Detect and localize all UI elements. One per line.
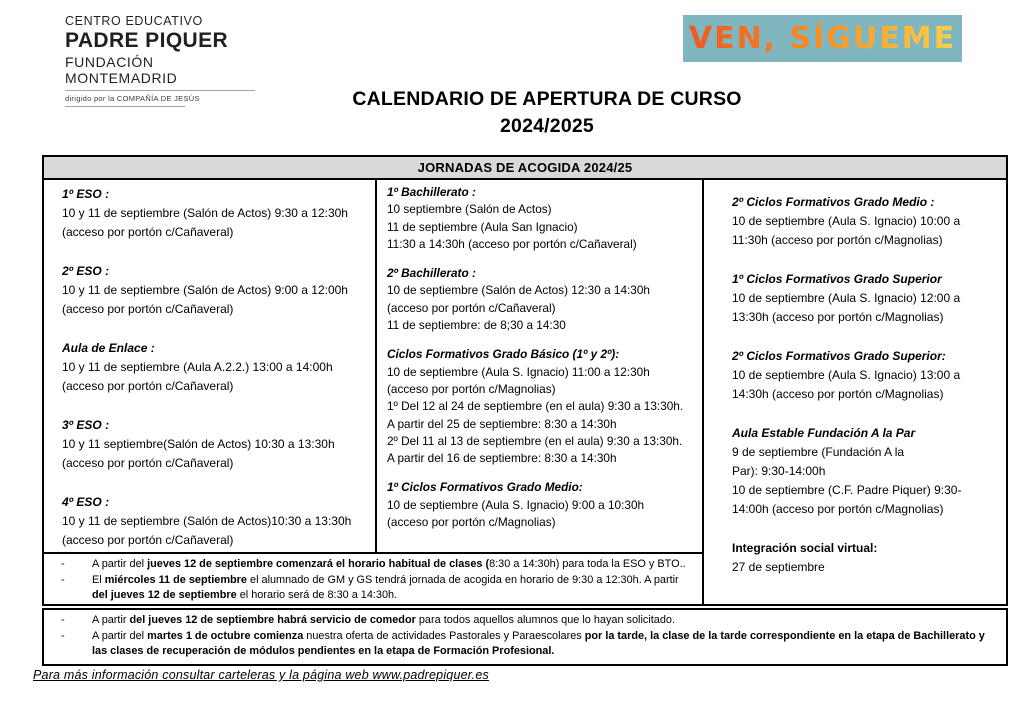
- block-heading: 1º Ciclos Formativos Grado Superior: [732, 272, 942, 286]
- block-lines: [62, 281, 369, 319]
- block-lines: [732, 558, 970, 577]
- schedule-block: [62, 416, 369, 473]
- block-line: 11 de septiembre: de 8;30 a 14:30: [387, 318, 566, 333]
- block-line: 10 septiembre (Salón de Actos): [387, 202, 552, 217]
- schedule-block: [62, 339, 369, 396]
- schedule-block: [732, 270, 970, 327]
- page-title: [86, 86, 1008, 140]
- note-text: A partir del martes 1 de octubre comienza nuestra oferta de actividades Pastorales y Paraescolares por la tarde, la clase de la tarde correspondiente en la etapa de Bachillerato y las clases de recuperación de módulos pendientes en la etapa de Formación Profesional.: [92, 629, 985, 657]
- bullet-dash: -: [61, 614, 65, 626]
- block-line: 10 de septiembre (Aula S. Ignacio) 11:00 a 12:30h: [387, 364, 650, 379]
- block-line: (acceso por portón c/Cañaveral): [62, 456, 234, 470]
- schedule-block: [387, 479, 696, 531]
- logo-line-centro-educativo: CENTRO EDUCATIVO: [65, 14, 203, 28]
- block-heading: 1º Bachillerato :: [387, 185, 476, 199]
- block-line: 10 de septiembre (Aula S. Ignacio) 10:00 a: [732, 214, 961, 228]
- block-heading: 2º Ciclos Formativos Grado Medio :: [732, 195, 935, 209]
- block-heading: 3º ESO :: [62, 418, 110, 432]
- block-line: 11:30 a 14:30h (acceso por portón c/Cañaveral): [387, 236, 637, 251]
- block-line: 27 de septiembre: [732, 560, 825, 574]
- block-line: 14:30h (acceso por portón c/Magnolias): [732, 387, 944, 401]
- block-heading: 1º Ciclos Formativos Grado Medio:: [387, 480, 583, 495]
- block-line: 13:30h (acceso por portón c/Magnolias): [732, 310, 944, 324]
- block-line: 10 y 11 de septiembre (Salón de Actos) 9:00 a 12:00h: [62, 283, 348, 297]
- footer-note: Para más información consultar carteleras y la página web www.padrepiquer.es: [33, 668, 489, 682]
- bullet-dash: -: [61, 573, 65, 586]
- block-line: 9 de septiembre (Fundación A la: [732, 445, 905, 459]
- block-line: 10 y 11 de septiembre (Aula A.2.2.) 13:00 a 14:00h: [62, 360, 333, 374]
- block-lines: [62, 358, 369, 396]
- block-heading: Aula Estable Fundación A la Par: [732, 426, 916, 440]
- schedule-block: [732, 347, 970, 404]
- block-heading: Ciclos Formativos Grado Básico (1º y 2º):: [387, 347, 620, 362]
- bullet-dash: -: [61, 629, 65, 642]
- block-line: 10 de septiembre (Aula S. Ignacio) 9:00 a 10:30h: [387, 497, 645, 512]
- schedule-table: [42, 155, 1008, 606]
- note-text: El miércoles 11 de septiembre el alumnado de GM y GS tendrá jornada de acogida en horario de 9:30 a 12:30h. A partir del jueves 12 de septiembre el horario será de 8:30 a 14:30h.: [92, 573, 679, 601]
- block-line: (acceso por portón c/Cañaveral): [62, 225, 234, 239]
- block-line: 14:00h (acceso por portón c/Magnolias): [732, 502, 944, 516]
- block-line: 2º Del 11 al 13 de septiembre (en el aula) 9:30 a 13:30h.: [387, 433, 683, 448]
- block-lines: [732, 212, 970, 250]
- page-title-line2: 2024/2025: [500, 115, 594, 137]
- schedule-block: [732, 424, 970, 519]
- block-lines: [62, 512, 369, 550]
- block-line: (acceso por portón c/Cañaveral): [387, 300, 556, 315]
- block-lines: [387, 364, 696, 468]
- block-line: (acceso por portón c/Cañaveral): [62, 302, 234, 316]
- page-title-line1: CALENDARIO DE APERTURA DE CURSO: [352, 88, 742, 110]
- schedule-block: [62, 262, 369, 319]
- campaign-banner-text: VEN, SÍGUEME: [688, 21, 957, 56]
- block-heading: Aula de Enlace :: [62, 341, 155, 355]
- notes-eso-bto: [44, 552, 702, 604]
- block-line: A partir del 25 de septiembre: 8:30 a 14:30h: [387, 416, 617, 431]
- logo-line-fundacion: FUNDACIÓN MONTEMADRID: [65, 54, 178, 86]
- block-lines: [732, 443, 970, 519]
- note-item: [44, 557, 698, 573]
- block-line: 10 de septiembre (Aula S. Ignacio) 13:00 a: [732, 368, 961, 382]
- block-line: 10 de septiembre (C.F. Padre Piquer) 9:30-: [732, 483, 962, 497]
- table-column-eso: [44, 180, 375, 552]
- table-header: JORNADAS DE ACOGIDA 2024/25: [44, 157, 1006, 180]
- block-line: Par): 9:30-14:00h: [732, 464, 826, 478]
- block-line: 10 de septiembre (Aula S. Ignacio) 12:00 a: [732, 291, 961, 305]
- block-lines: [62, 204, 369, 242]
- note-item: [44, 629, 1004, 660]
- block-lines: [732, 366, 970, 404]
- block-line: 11:30h (acceso por portón c/Magnolias): [732, 233, 943, 247]
- block-heading: 1º ESO :: [62, 187, 110, 201]
- block-line: (acceso por portón c/Magnolias): [387, 381, 556, 396]
- block-line: (acceso por portón c/Cañaveral): [62, 379, 234, 393]
- logo-line-padre-piquer: PADRE PIQUER: [65, 29, 229, 52]
- block-line: (acceso por portón c/Cañaveral): [62, 533, 234, 547]
- block-heading: 2º Ciclos Formativos Grado Superior:: [732, 349, 946, 363]
- note-text: A partir del jueves 12 de septiembre comenzará el horario habitual de clases (8:30 a 14:30h) para toda la ESO y BTO..: [92, 558, 686, 570]
- note-item: [44, 573, 698, 604]
- table-left-group: [44, 180, 702, 604]
- table-column-ciclos: [702, 180, 1006, 604]
- table-columns: [44, 180, 702, 552]
- block-lines: [62, 435, 369, 473]
- logo-tagline: dirigido por la COMPAÑÍA DE JESÚS: [65, 94, 200, 103]
- block-line: 10 de septiembre (Salón de Actos) 12:30 a 14:30h: [387, 283, 650, 298]
- block-line: 10 y 11 de septiembre (Salón de Actos) 9:30 a 12:30h: [62, 206, 348, 220]
- schedule-block: [732, 193, 970, 250]
- block-line: 1º Del 12 al 24 de septiembre (en el aula) 9:30 a 13:30h.: [387, 399, 684, 414]
- block-heading: Integración social virtual:: [732, 541, 878, 555]
- schedule-block: [387, 184, 696, 253]
- table-body: [44, 180, 1006, 604]
- note-text: A partir del jueves 12 de septiembre habrá servicio de comedor para todos aquellos alumnos que lo hayan solicitado.: [92, 614, 675, 626]
- block-line: 11 de septiembre (Aula San Ignacio): [387, 219, 578, 234]
- block-lines: [387, 282, 696, 334]
- schedule-block: [62, 185, 369, 242]
- schedule-block: [62, 493, 369, 550]
- block-lines: [387, 497, 696, 532]
- block-heading: 2º Bachillerato :: [387, 266, 476, 281]
- block-line: A partir del 16 de septiembre: 8:30 a 14:30h: [387, 451, 617, 466]
- bullet-dash: -: [61, 558, 65, 570]
- block-heading: 2º ESO :: [62, 264, 110, 278]
- block-lines: [732, 289, 970, 327]
- notes-general: [42, 608, 1008, 666]
- block-line: (acceso por portón c/Magnolias): [387, 515, 556, 530]
- schedule-block: [387, 346, 696, 467]
- block-lines: [387, 201, 696, 253]
- schedule-block: [387, 265, 696, 334]
- block-line: 10 y 11 de septiembre (Salón de Actos)10:30 a 13:30h: [62, 514, 352, 528]
- block-heading: 4º ESO :: [62, 495, 110, 509]
- schedule-block: [732, 539, 970, 577]
- note-item: [44, 613, 1004, 629]
- table-column-bachillerato-fp: [375, 180, 702, 552]
- block-line: 10 y 11 septiembre(Salón de Actos) 10:30 a 13:30h: [62, 437, 335, 451]
- campaign-banner: [683, 15, 962, 62]
